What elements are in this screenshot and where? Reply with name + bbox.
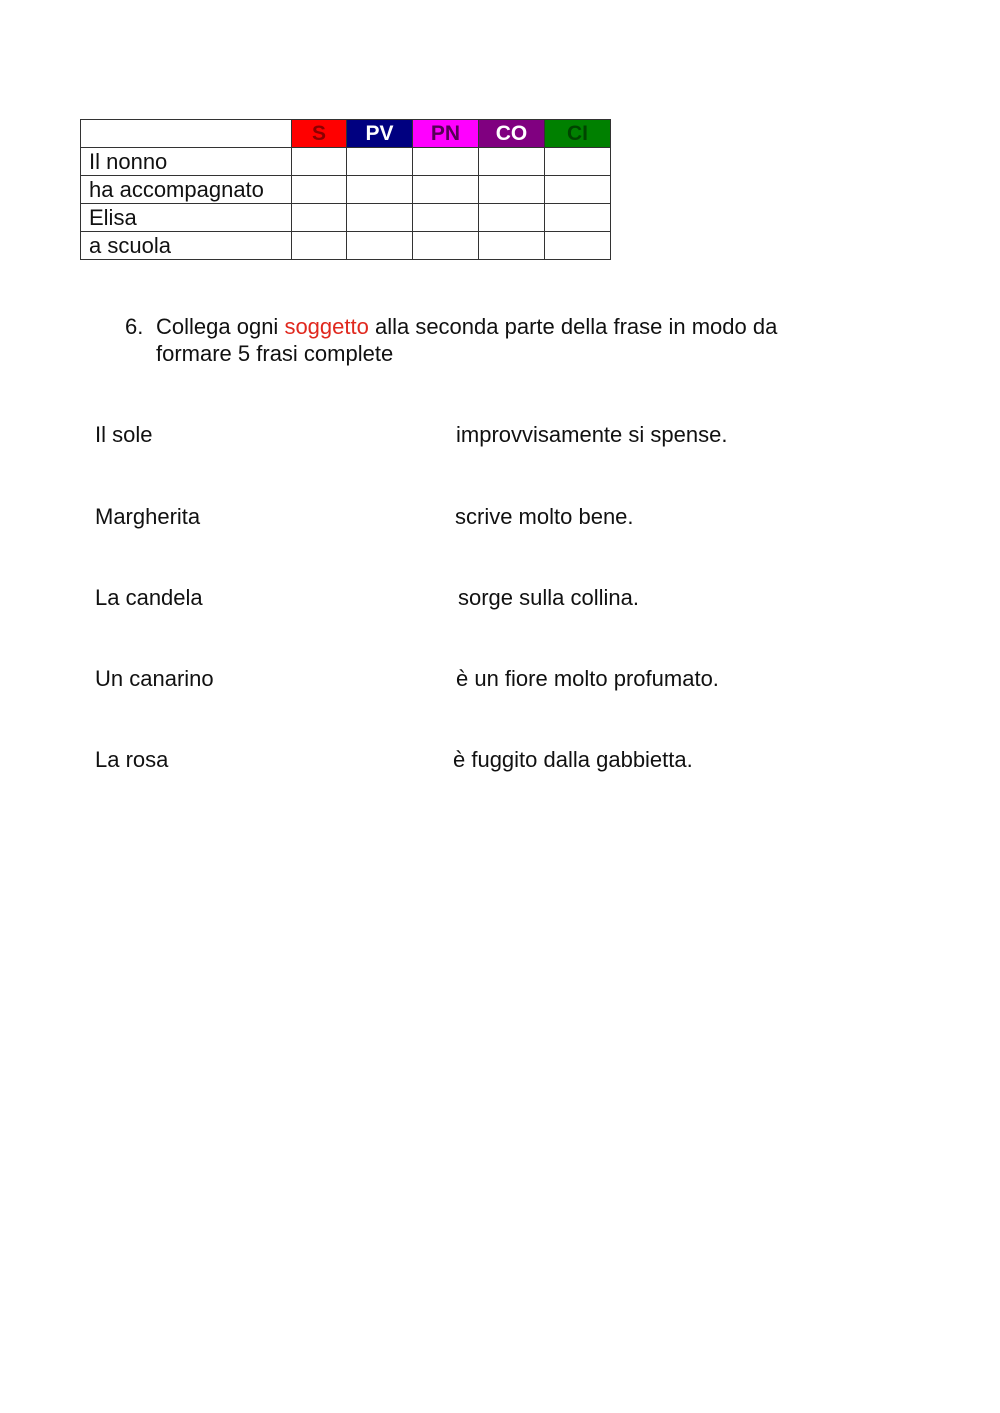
answer-cell[interactable] — [292, 176, 347, 204]
answer-cell[interactable] — [347, 204, 413, 232]
answer-cell[interactable] — [479, 204, 545, 232]
answer-cell[interactable] — [545, 176, 611, 204]
answer-cell[interactable] — [545, 204, 611, 232]
row-word: a scuola — [81, 232, 292, 260]
answer-cell[interactable] — [413, 232, 479, 260]
exercise-number: 6. — [125, 314, 144, 339]
exercise-text — [156, 313, 845, 367]
predicate-item[interactable]: è un fiore molto profumato. — [456, 666, 719, 691]
table-row — [81, 176, 611, 204]
answer-cell[interactable] — [347, 148, 413, 176]
subject-item[interactable]: Margherita — [95, 504, 201, 529]
exercise-instruction — [125, 313, 845, 367]
header-pn: PN — [413, 120, 479, 148]
sentence-analysis-table — [80, 119, 611, 260]
header-co: CO — [479, 120, 545, 148]
answer-cell[interactable] — [347, 232, 413, 260]
table-row — [81, 148, 611, 176]
answer-cell[interactable] — [292, 204, 347, 232]
header-pv: PV — [347, 120, 413, 148]
answer-cell[interactable] — [413, 176, 479, 204]
subject-item[interactable]: La candela — [95, 585, 203, 610]
table-row — [81, 204, 611, 232]
answer-cell[interactable] — [479, 148, 545, 176]
answer-cell[interactable] — [545, 148, 611, 176]
instruction-text-start: Collega ogni — [156, 314, 285, 339]
answer-cell[interactable] — [479, 176, 545, 204]
answer-cell[interactable] — [347, 176, 413, 204]
row-word: ha accompagnato — [81, 176, 292, 204]
instruction-highlight: soggetto — [284, 314, 369, 339]
header-ci: CI — [545, 120, 611, 148]
row-word: Elisa — [81, 204, 292, 232]
subject-item[interactable]: Il sole — [95, 422, 153, 447]
subject-item[interactable]: La rosa — [95, 747, 169, 772]
answer-cell[interactable] — [292, 148, 347, 176]
answer-cell[interactable] — [413, 204, 479, 232]
answer-cell[interactable] — [413, 148, 479, 176]
predicate-item[interactable]: scrive molto bene. — [455, 504, 634, 529]
answer-cell[interactable] — [292, 232, 347, 260]
answer-cell[interactable] — [479, 232, 545, 260]
table-row — [81, 232, 611, 260]
row-word: Il nonno — [81, 148, 292, 176]
predicate-item[interactable]: è fuggito dalla gabbietta. — [453, 747, 693, 772]
answer-cell[interactable] — [545, 232, 611, 260]
instruction-text-end: alla seconda parte della frase in modo da formare 5 frasi complete — [156, 314, 778, 366]
predicate-item[interactable]: sorge sulla collina. — [458, 585, 639, 610]
subject-item[interactable]: Un canarino — [95, 666, 214, 691]
predicate-item[interactable]: improvvisamente si spense. — [456, 422, 728, 447]
header-s: S — [292, 120, 347, 148]
table-header-row — [81, 120, 611, 148]
header-blank-cell — [81, 120, 292, 148]
